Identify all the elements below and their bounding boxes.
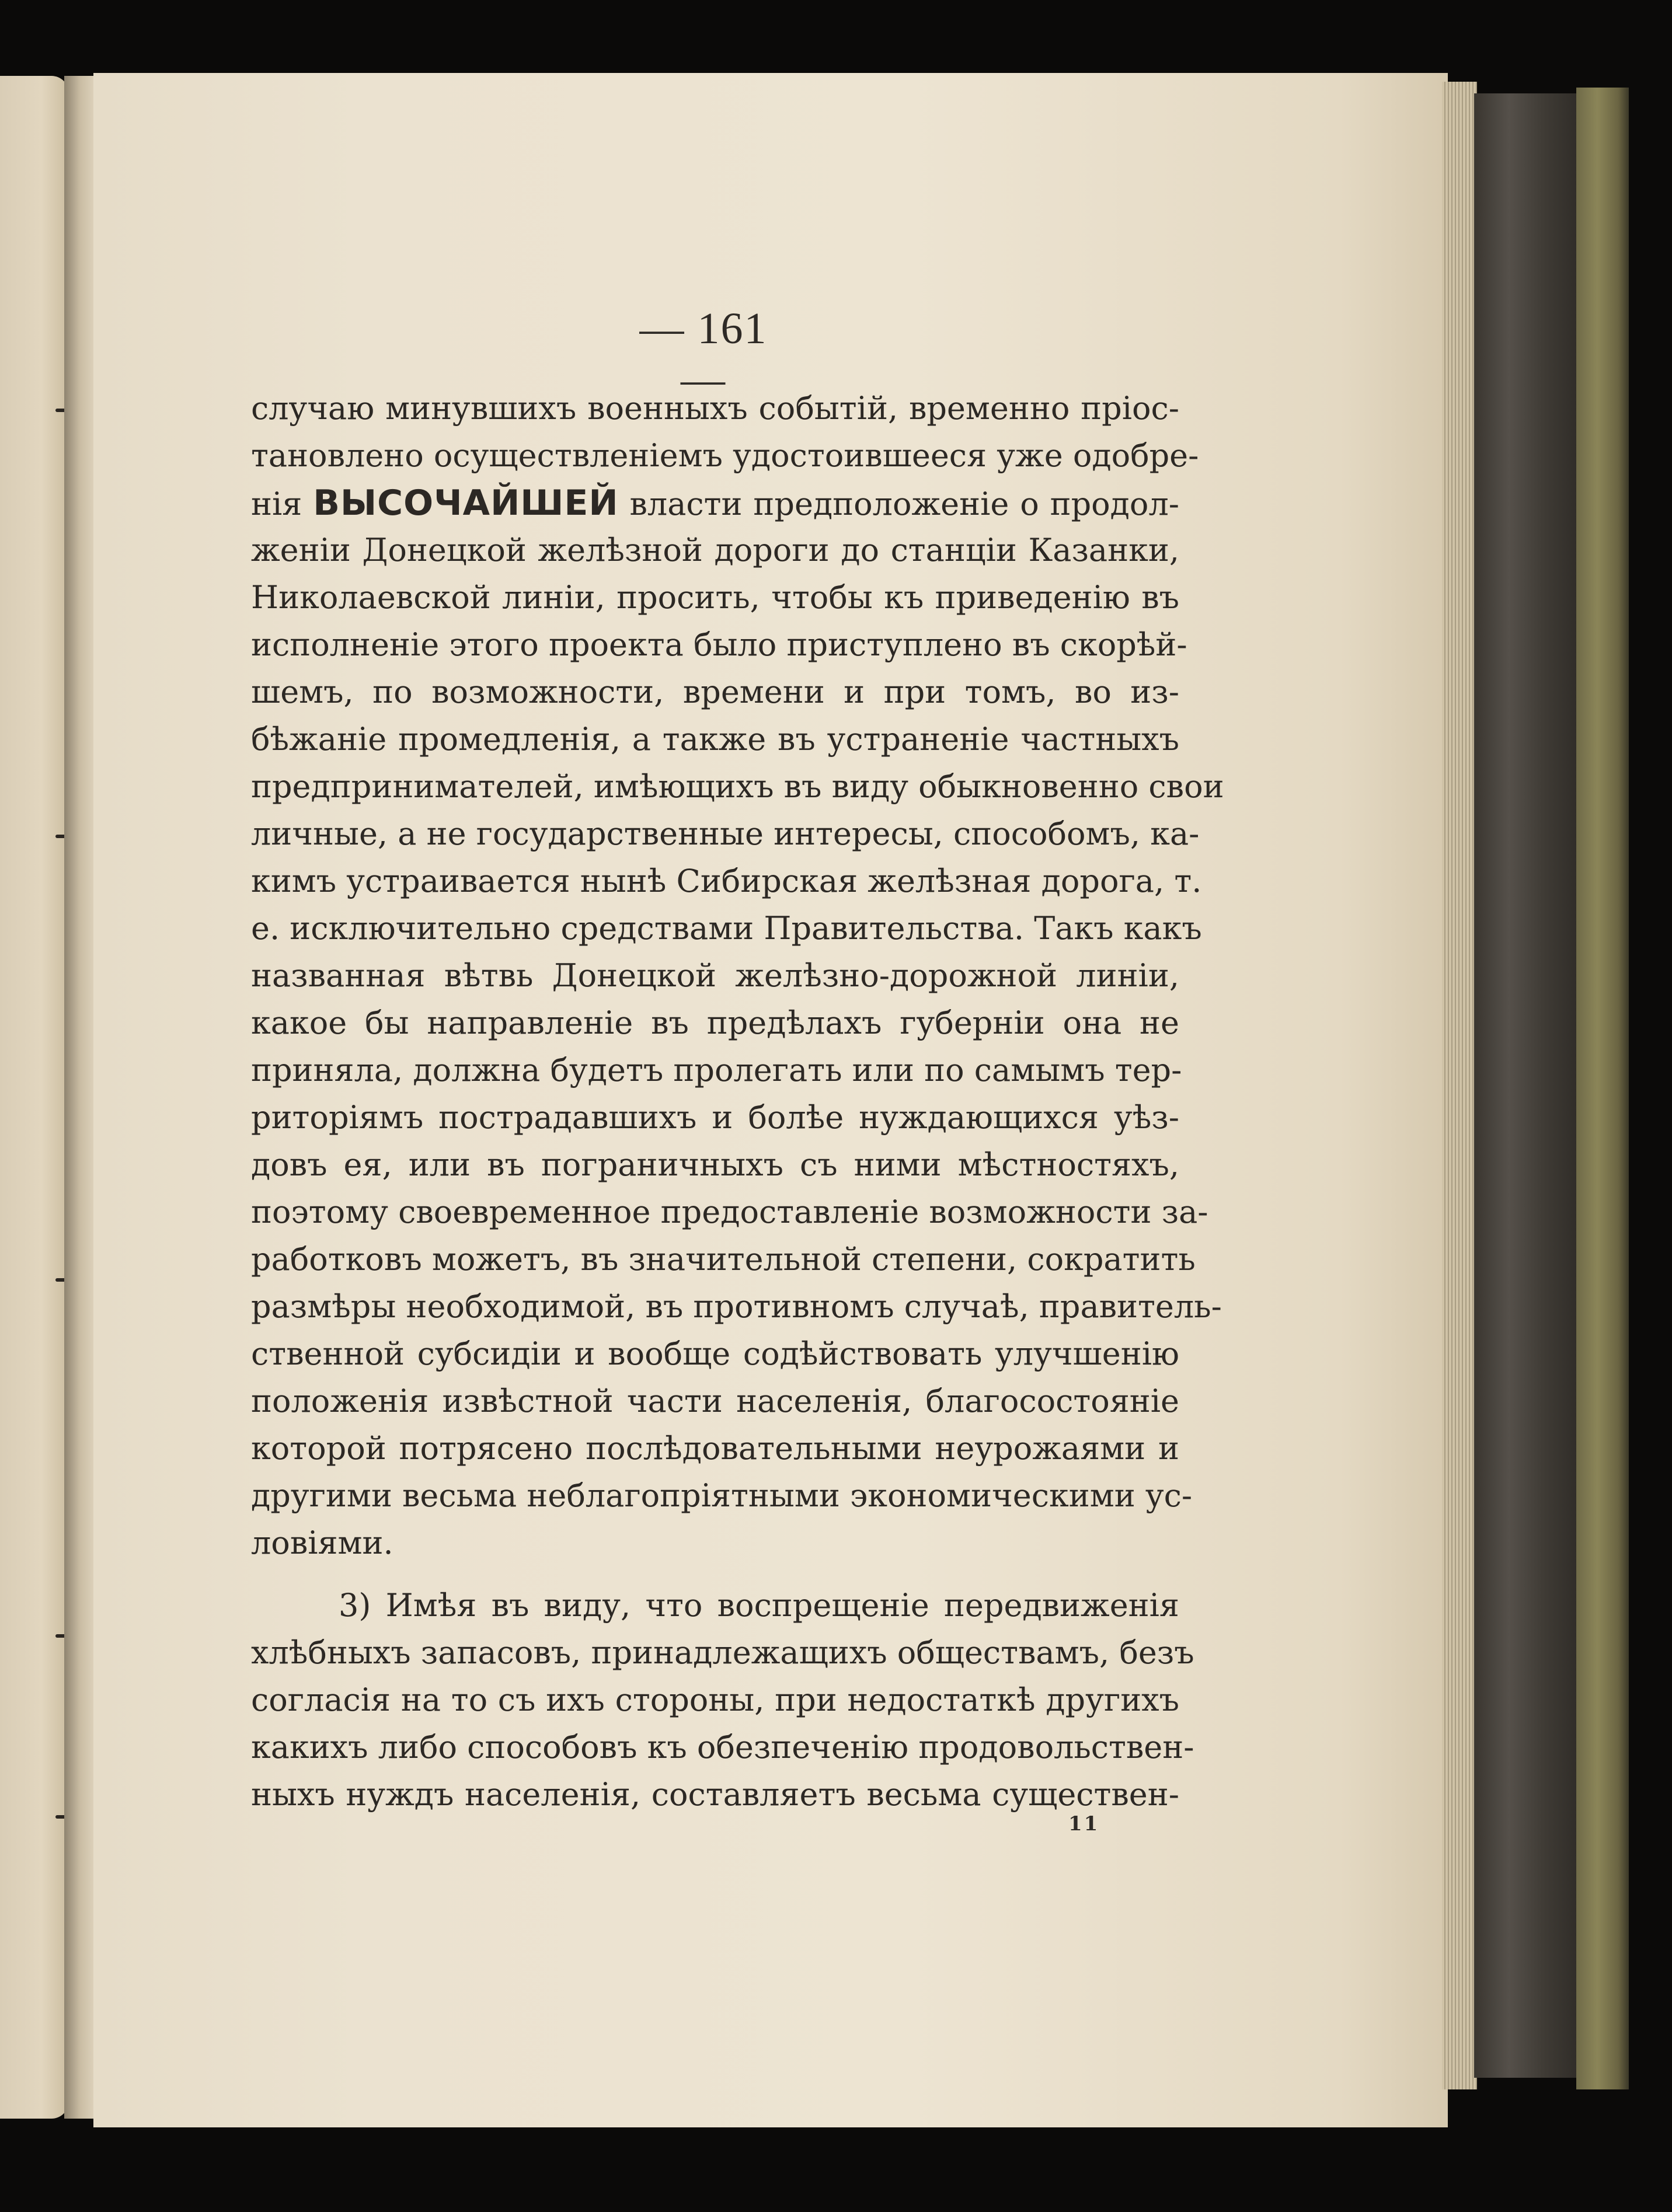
text-line: поэтому своевременное предоставленіе возможности за- <box>251 1194 1208 1230</box>
text-line: согласія на то съ ихъ стороны, при недостаткѣ другихъ <box>251 1681 1179 1718</box>
text-line: ловіями. <box>251 1524 393 1561</box>
page-edges <box>1442 82 1477 2089</box>
text-line: хлѣбныхъ запасовъ, принадлежащихъ обществамъ, безъ <box>251 1634 1194 1671</box>
text-line: случаю минувшихъ военныхъ событій, временно пріос- <box>251 390 1179 427</box>
text-line: нія ВЫСОЧАЙШЕЙ власти предположеніе о продол- <box>251 483 1179 524</box>
text-line: 3) Имѣя въ виду, что воспрещеніе передвиженія <box>339 1587 1179 1624</box>
text-line: исполненіе этого проекта было приступлено въ скорѣй- <box>251 626 1187 663</box>
text-line: размѣры необходимой, въ противномъ случаѣ, правитель- <box>251 1288 1222 1325</box>
text-line: тановлено осуществленіемъ удостоившееся уже одобре- <box>251 437 1199 474</box>
emphasized-word: ВЫСОЧАЙШЕЙ <box>313 483 619 524</box>
text-line: риторіямъ пострадавшихъ и болѣе нуждающихся уѣз- <box>251 1099 1179 1136</box>
text-line: предпринимателей, имѣющихъ въ виду обыкновенно свои <box>251 768 1224 805</box>
text-line: бѣжаніе промедленія, а также въ устраненіе частныхъ <box>251 721 1179 758</box>
left-page-edge <box>0 76 69 2119</box>
text-line: ныхъ нуждъ населенія, составляетъ весьма существен- <box>251 1776 1179 1813</box>
text-line: женіи Донецкой желѣзной дороги до станціи Казанки, <box>251 532 1179 568</box>
text-line: которой потрясено послѣдовательными неурожаями и <box>251 1430 1179 1467</box>
book-cover <box>1576 88 1629 2089</box>
text-line: личные, а не государственные интересы, способомъ, ка- <box>251 815 1200 852</box>
text-line: другими весьма неблагопріятными экономическими ус- <box>251 1477 1193 1514</box>
text-line: приняла, должна будетъ пролегать или по самымъ тер- <box>251 1052 1182 1088</box>
text-line: какихъ либо способовъ къ обезпеченію продовольствен- <box>251 1729 1194 1766</box>
text-line: работковъ можетъ, въ значительной степени, сократить <box>251 1241 1196 1278</box>
text-line: какое бы направленіе въ предѣлахъ губерніи она не <box>251 1004 1179 1041</box>
page-number: — 161 — <box>639 304 768 404</box>
book-block <box>1474 93 1591 2078</box>
text-line: кимъ устраивается нынѣ Сибирская желѣзная дорога, т. <box>251 863 1202 899</box>
text-line: е. исключительно средствами Правительства. Такъ какъ <box>251 910 1202 947</box>
text-line: положенія извѣстной части населенія, благосостояніе <box>251 1383 1179 1419</box>
signature-mark: 11 <box>1068 1812 1100 1836</box>
text-line: ственной субсидіи и вообще содѣйствовать улучшенію <box>251 1335 1179 1372</box>
text-line: довъ ея, или въ пограничныхъ съ ними мѣстностяхъ, <box>251 1146 1179 1183</box>
text-line: шемъ, по возможности, времени и при томъ, во из- <box>251 674 1179 710</box>
text-line: названная вѣтвь Донецкой желѣзно-дорожной линіи, <box>251 957 1179 994</box>
text-line: Николаевской линіи, просить, чтобы къ приведенію въ <box>251 579 1179 616</box>
